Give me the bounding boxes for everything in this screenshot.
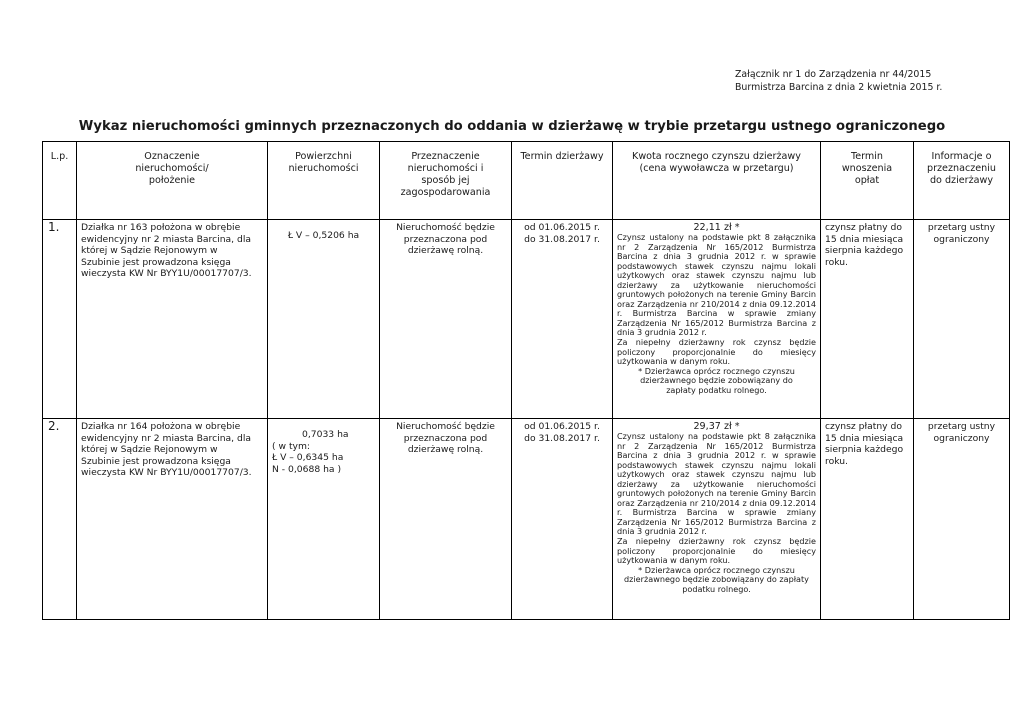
cell-powierzchnia: 0,7033 ha ( w tym: Ł V – 0,6345 ha N - 0,0688 ha ) [268, 419, 380, 620]
cell-wnoszenie: czynsz płatny do 15 dnia miesiąca sierpnia każdego roku. [821, 419, 914, 620]
cell-termin: od 01.06.2015 r. do 31.08.2017 r. [512, 419, 613, 620]
rent-basis: Czynsz ustalony na podstawie pkt 8 załącznika nr 2 Zarządzenia Nr 165/2012 Burmistrza Barcina z dnia 3 grudnia 2012 r. w sprawie podstawowych stawek czynszu najmu lokali użytkowych oraz stawek czynszu najmu lub dzierżawy za użytkowanie nieruchomości gruntowych położonych na terenie Gminy Barcin oraz Zarządzenia nr 210/2014 z dnia 09.12.2014 r. Burmistrza Barcina w sprawie zmiany Zarządzenia Nr 165/2012 Burmistrza Barcina z dnia 3 grudnia 2012 r. [617, 232, 816, 338]
rent-amount: 29,37 zł * [693, 421, 740, 432]
header-wnoszenie: Termin wnoszenia opłat [821, 142, 914, 220]
header-oznaczenie: Oznaczenie nieruchomości/ położenie [77, 142, 268, 220]
rent-amount: 22,11 zł * [693, 222, 740, 233]
cell-informacje: przetarg ustny ograniczony [914, 419, 1010, 620]
header-informacje: Informacje o przeznaczeniu do dzierżawy [914, 142, 1010, 220]
table-header-row [43, 142, 1010, 220]
table-row [43, 419, 1010, 620]
cell-lp: 2. [43, 419, 77, 620]
header-termin: Termin dzierżawy [512, 142, 613, 220]
rent-partial-year-note: Za niepełny dzierżawny rok czynsz będzie policzony proporcjonalnie do miesięcy użytkowania w danym roku. [617, 536, 816, 566]
annex-line-1: Załącznik nr 1 do Zarządzenia nr 44/2015 [735, 69, 932, 80]
cell-powierzchnia: Ł V – 0,5206 ha [268, 220, 380, 419]
header-lp: L.p. [43, 142, 77, 220]
property-table [42, 141, 1010, 620]
rent-tax-note: * Dzierżawca oprócz rocznego czynszu dzierżawnego będzie zobowiązany do zapłaty podatku rolnego. [624, 564, 809, 594]
table-row [43, 220, 1010, 419]
cell-lp: 1. [43, 220, 77, 419]
cell-informacje: przetarg ustny ograniczony [914, 220, 1010, 419]
cell-przeznaczenie: Nieruchomość będzie przeznaczona pod dzierżawę rolną. [380, 220, 512, 419]
annex-line-2: Burmistrza Barcina z dnia 2 kwietnia 2015 r. [735, 82, 943, 93]
cell-kwota [613, 419, 821, 620]
annex-reference [735, 68, 942, 94]
cell-przeznaczenie: Nieruchomość będzie przeznaczona pod dzierżawę rolną. [380, 419, 512, 620]
rent-tax-note: * Dzierżawca oprócz rocznego czynszu dzierżawnego będzie zobowiązany do zapłaty podatku rolnego. [638, 365, 795, 395]
cell-kwota [613, 220, 821, 419]
rent-basis: Czynsz ustalony na podstawie pkt 8 załącznika nr 2 Zarządzenia Nr 165/2012 Burmistrza Barcina z dnia 3 grudnia 2012 r. w sprawie podstawowych stawek czynszu najmu lokali użytkowych oraz stawek czynszu najmu lub dzierżawy za użytkowanie nieruchomości gruntowych położonych na terenie Gminy Barcin oraz Zarządzenia nr 210/2014 z dnia 09.12.2014 r. Burmistrza Barcina w sprawie zmiany Zarządzenia Nr 165/2012 Burmistrza Barcina z dnia 3 grudnia 2012 r. [617, 431, 816, 537]
cell-termin: od 01.06.2015 r. do 31.08.2017 r. [512, 220, 613, 419]
header-kwota: Kwota rocznego czynszu dzierżawy (cena wywoławcza w przetargu) [613, 142, 821, 220]
cell-wnoszenie: czynsz płatny do 15 dnia miesiąca sierpnia każdego roku. [821, 220, 914, 419]
header-przeznaczenie: Przeznaczenie nieruchomości i sposób jej zagospodarowania [380, 142, 512, 220]
rent-partial-year-note: Za niepełny dzierżawny rok czynsz będzie policzony proporcjonalnie do miesięcy użytkowania w danym roku. [617, 337, 816, 367]
cell-oznaczenie: Działka nr 163 położona w obrębie ewidencyjny nr 2 miasta Barcina, dla której w Sądzie Rejonowym w Szubinie jest prowadzona księga wieczysta KW Nr BYY1U/00017707/3. [77, 220, 268, 419]
cell-oznaczenie: Działka nr 164 położona w obrębie ewidencyjny nr 2 miasta Barcina, dla której w Sądzie Rejonowym w Szubinie jest prowadzona księga wieczysta KW Nr BYY1U/00017707/3. [77, 419, 268, 620]
document-title: Wykaz nieruchomości gminnych przeznaczonych do oddania w dzierżawę w trybie przetargu ustnego ograniczonego [78, 119, 946, 134]
header-powierzchnia: Powierzchni nieruchomości [268, 142, 380, 220]
